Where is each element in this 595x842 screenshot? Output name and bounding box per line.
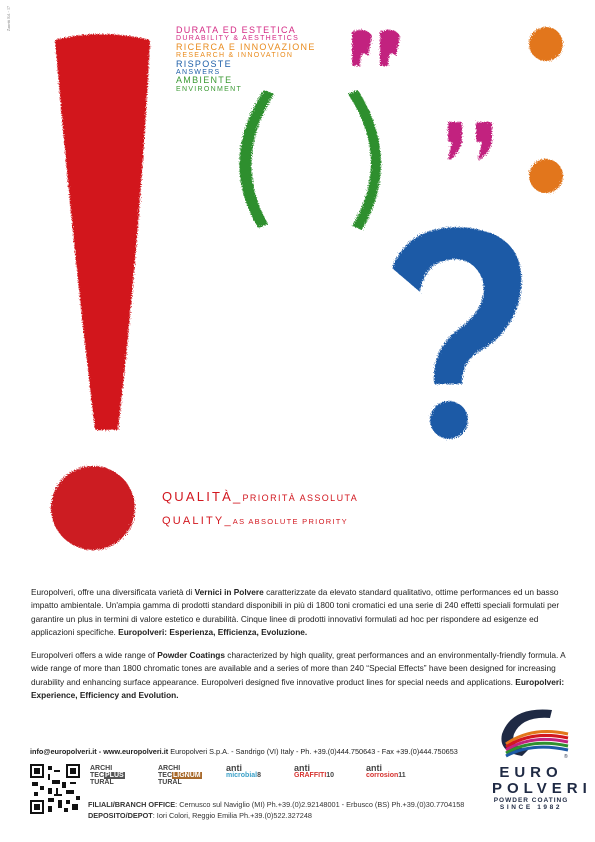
left-paren-icon: [239, 90, 274, 228]
logo-text: corrosion: [366, 772, 399, 779]
exclamation-dot-icon: [51, 466, 135, 550]
value-en: ANSWERS: [176, 69, 221, 76]
logo-architectural-lignum: [158, 765, 202, 787]
value-en: DURABILITY & AESTHETICS: [176, 35, 300, 43]
logo-text: TURAL: [90, 779, 114, 786]
text-run: characterized by high quality, great performances and an environmentally-friendly formula. A wide range of more than 1800 chromatic tones are available and a series of more than 240 “Special Effects” have been designed for increasing durability and enhancing surface appearance. Europolveri designed five innovative product lines for special needs and applications.: [31, 650, 566, 687]
logo-text: anti: [226, 763, 243, 773]
orange-dot-icon: [529, 159, 563, 193]
registered-mark: ®: [564, 754, 568, 760]
brand-swoosh-icon: [492, 704, 570, 760]
logo-text: GRAFFITI: [294, 772, 327, 779]
logo-text: PLUS: [105, 772, 124, 779]
logo-text: anti: [366, 763, 383, 773]
web-link[interactable]: info@europolveri.it - www.europolveri.it: [30, 747, 169, 756]
value-it: RISPOSTE: [176, 58, 232, 69]
logo-text: TEC: [90, 772, 104, 779]
depot: [88, 811, 312, 821]
open-quote-icon: [352, 30, 400, 66]
logo-text: ARCHI: [158, 765, 181, 772]
text-run: Europolveri offers a wide range of: [31, 650, 158, 660]
tagline-it: [162, 489, 358, 504]
logo-text: anti: [294, 763, 311, 773]
contact-line: [30, 747, 458, 756]
orange-dot-icon: [529, 27, 563, 61]
question-dot-icon: [430, 401, 468, 439]
logo-text: microbial: [226, 772, 258, 779]
brand-sub: POWDER COATING: [493, 797, 569, 804]
tagline-en: [162, 515, 348, 527]
value-it: RICERCA E INNOVAZIONE: [176, 41, 316, 52]
logo-text: ARCHI: [90, 765, 113, 772]
logo-text: 8: [257, 772, 262, 779]
value-en: RESEARCH & INNOVATION: [176, 52, 294, 60]
tagline-it-sub: PRIORITÀ ASSOLUTA: [242, 493, 359, 503]
question-mark-icon: [392, 227, 521, 384]
paragraph-italian: [31, 586, 571, 639]
tagline-it-main: QUALITÀ_: [162, 489, 243, 504]
logo-architectural-plus: [90, 765, 125, 787]
tagline-en-sub: AS ABSOLUTE PRIORITY: [232, 517, 348, 526]
branch-offices: [88, 800, 464, 810]
depot-label: DEPOSITO/DEPOT: [88, 811, 153, 820]
company-address: Europolveri S.p.A. - Sandrigo (VI) Italy - Ph. +39.(0)444.750643 - Fax +39.(0)444.750653: [168, 747, 458, 756]
logo-anti-microbial: [226, 765, 261, 787]
exclamation-bar-icon: [55, 34, 150, 430]
logo-text: 10: [326, 772, 335, 779]
brand-name-2: POLVERI: [492, 780, 592, 797]
paragraph-english: [31, 649, 571, 702]
text-bold: Vernici in Polvere: [194, 587, 264, 597]
logo-anti-graffiti: [294, 765, 334, 787]
value-it: DURATA ED ESTETICA: [176, 25, 297, 35]
logo-text: 11: [398, 772, 406, 779]
values-list: [176, 26, 316, 93]
depot-text: : Iori Colori, Reggio Emilia Ph.+39.(0)522.327248: [152, 811, 312, 820]
logo-text: LIGNUM: [173, 772, 201, 779]
tagline-en-main: QUALITY_: [162, 515, 233, 527]
branch-label: FILIALI/BRANCH OFFICE: [88, 800, 176, 809]
europolveri-logo: [492, 704, 592, 811]
branch-text: : Cernusco sul Naviglio (MI) Ph.+39.(0)2.92148001 - Erbusco (BS) Ph.+39.(0)30.7704158: [175, 800, 465, 809]
logo-anti-corrosion: [366, 765, 406, 787]
value-it: AMBIENTE: [176, 75, 233, 86]
text-bold: Europolveri: Experience, Efficiency and Evolution.: [31, 676, 565, 700]
logo-text: TEC: [158, 772, 172, 779]
logo-text: TURAL: [158, 779, 182, 786]
close-quote-icon: [448, 122, 492, 160]
qr-code-icon[interactable]: [30, 764, 80, 814]
text-run: caratterizzate da elevato standard qualitativo, ottime performances ed un basso impatto ambientale. Un'ampia gamma di prodotti standard disponibili in più di 1800 toni cromatici ed una serie di 240 effetti speciali formulati per garantire un plus in termini di valore estetico e durabilità. Cinque linee di prodotti innovativi formulati ad hoc per rispondere ad esigenze ed applicazioni specifiche.: [31, 587, 560, 637]
brand-since: SINCE 1982: [499, 804, 563, 811]
brand-name-1: EURO: [499, 764, 563, 781]
text-bold: Powder Coatings: [157, 650, 225, 660]
value-en: ENVIRONMENT: [176, 85, 243, 93]
text-run: Europolveri, offre una diversificata varietà di: [31, 587, 195, 597]
right-paren-icon: [348, 90, 381, 230]
side-note: Zanetti Ed. - 17: [6, 6, 11, 32]
text-bold: Europolveri: Esperienza, Efficienza, Evoluzione.: [118, 626, 308, 637]
